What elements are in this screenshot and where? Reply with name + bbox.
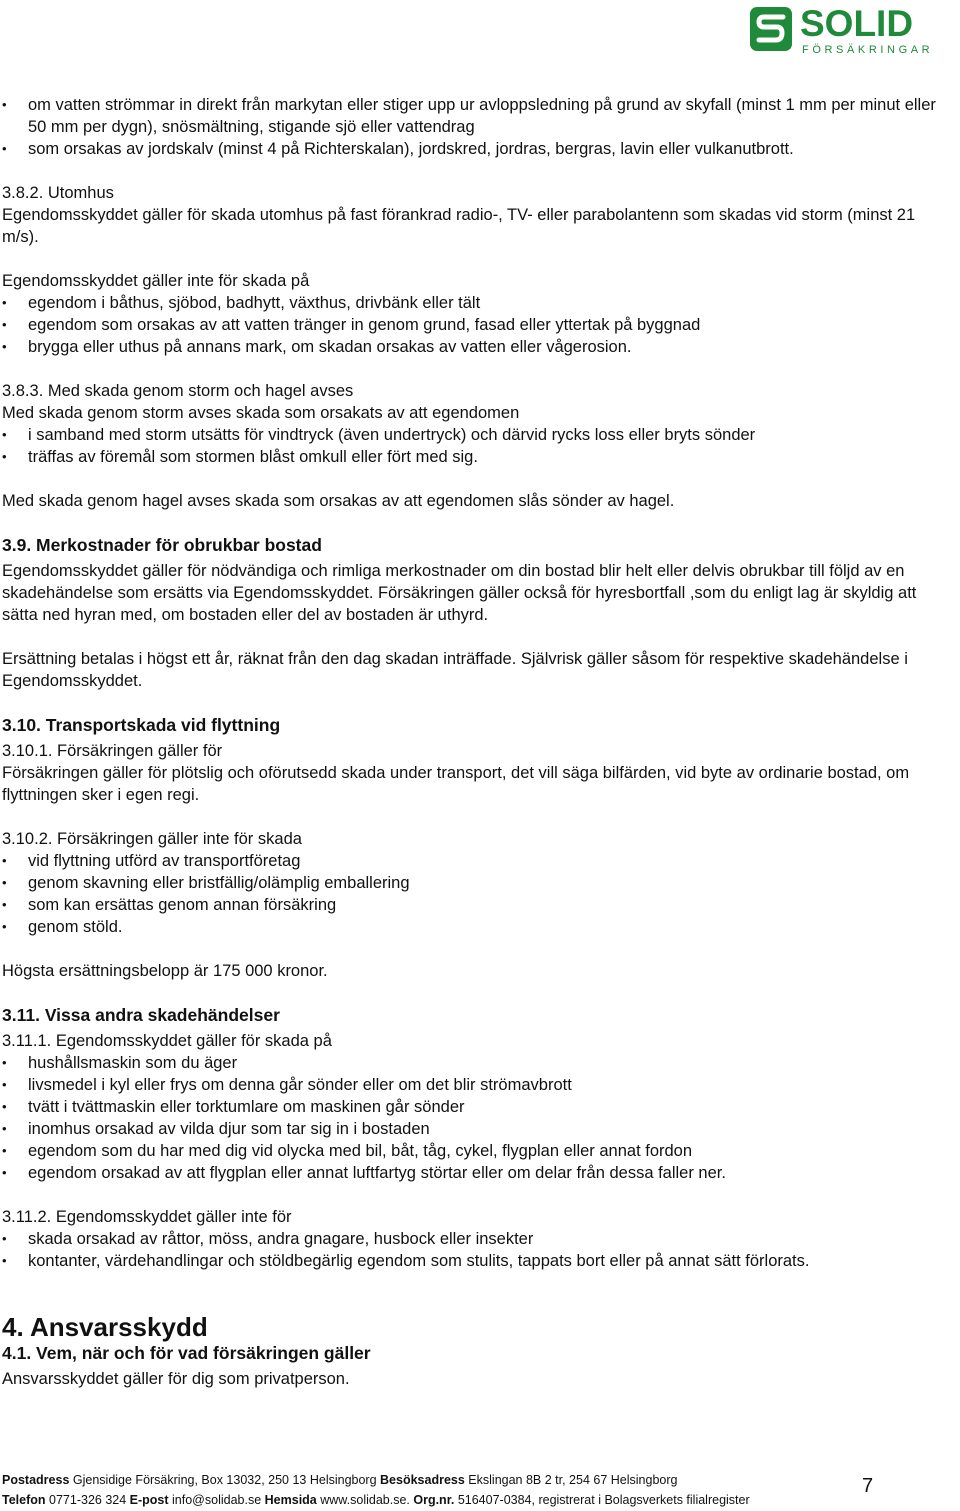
page-number: 7 [862,1475,874,1497]
footer-address-line [2,1470,902,1490]
bullet-item: • egendom i båthus, sjöbod, badhytt, växthus, drivbänk eller tält [2,292,942,314]
bullet-item: • egendom som orsakas av att vatten tränger in genom grund, fasad eller yttertak på byggnad [2,314,942,336]
footer-label: Postadress [2,1473,70,1487]
bullet-item: • vid flyttning utförd av transportföretag [2,850,942,872]
paragraph: Med skada genom storm avses skada som orsakats av att egendomen [2,404,520,422]
footer-label: Telefon [2,1493,46,1507]
bullet-item: • som orsakas av jordskalv (minst 4 på Richterskalan), jordskred, jordras, bergras, lavin eller vulkanutbrott. [2,138,942,160]
subsection-heading: 3.11.1. Egendomsskyddet gäller för skada på [2,1032,332,1050]
footer-value: Ekslingan 8B 2 tr, 254 67 Helsingborg [468,1473,678,1487]
paragraph: Egendomsskyddet gäller för skada utomhus på fast förankrad radio-, TV- eller parabolantenn som skadas vid storm (minst 21 m/s). [2,206,916,246]
logo-subtext: FÖRSÄKRINGAR [802,44,934,55]
bullet-item: • i samband med storm utsätts för vindtryck (även undertryck) och därvid rycks loss eller bryts sönder [2,424,942,446]
footer-value: Gjensidige Försäkring, Box 13032, 250 13 Helsingborg [72,1473,377,1487]
page-footer [2,1470,902,1510]
footer-website-link[interactable]: www.solidab.se. [320,1493,410,1507]
bullet-item: • egendom orsakad av att flygplan eller annat luftfartyg störtar eller om delar från dessa faller ner. [2,1162,942,1184]
footer-label: Besöksadress [380,1473,465,1487]
footer-label: E-post [129,1493,169,1507]
paragraph: Ersättning betalas i högst ett år, räknat från den dag skadan inträffade. Självrisk gäller såsom för respektive skadehändelse i Egendomsskyddet. [2,650,908,690]
section-heading: 3.8.3. Med skada genom storm och hagel avses [2,382,354,400]
bullet-item: • som kan ersättas genom annan försäkring [2,894,942,916]
section-heading: 3.11. Vissa andra skadehändelser [2,1005,280,1025]
bullet-item: • genom skavning eller bristfällig/olämplig emballering [2,872,942,894]
bullet-item: • egendom som du har med dig vid olycka med bil, båt, tåg, cykel, flygplan eller annat fordon [2,1140,942,1162]
bullet-item: • om vatten strömmar in direkt från markytan eller stiger upp ur avloppsledning på grund av skyfall (minst 1 mm per minut eller 50 mm per dygn), snösmältning, stigande sjö eller vattendrag [2,94,942,138]
footer-label: Org.nr. [413,1493,455,1507]
bullet-item: • hushållsmaskin som du äger [2,1052,942,1074]
section-heading: 4.1. Vem, när och för vad försäkringen gäller [2,1343,371,1363]
bullet-item: • skada orsakad av råttor, möss, andra gnagare, husbock eller insekter [2,1228,942,1250]
paragraph: Högsta ersättningsbelopp är 175 000 kronor. [2,962,328,980]
footer-value: 516407-0384, registrerat i Bolagsverkets filialregister [457,1493,750,1507]
footer-label: Hemsida [264,1493,317,1507]
footer-contact-line [2,1490,902,1510]
paragraph: Med skada genom hagel avses skada som orsakas av att egendomen slås sönder av hagel. [2,492,675,510]
document-body [2,94,942,1390]
logo-text: SOLID [800,3,914,44]
subsection-heading: 3.10.1. Försäkringen gäller för [2,742,223,760]
solid-logo [748,3,958,55]
paragraph: Försäkringen gäller för plötslig och oförutsedd skada under transport, det vill säga bilfärden, vid byte av ordinarie bostad, om flyttningen sker i egen regi. [2,764,910,804]
bullet-item: • inomhus orsakad av vilda djur som tar sig in i bostaden [2,1118,942,1140]
section-heading: 3.8.2. Utomhus [2,184,114,202]
bullet-item: • brygga eller uthus på annans mark, om skadan orsakas av vatten eller vågerosion. [2,336,942,358]
section-heading: 3.9. Merkostnader för obrukbar bostad [2,535,322,555]
subsection-heading: 3.11.2. Egendomsskyddet gäller inte för [2,1208,292,1226]
section-heading: 3.10. Transportskada vid flyttning [2,715,281,735]
footer-value: 0771-326 324 [49,1493,127,1507]
paragraph: Ansvarsskyddet gäller för dig som privatperson. [2,1370,350,1388]
subsection-heading: 3.10.2. Försäkringen gäller inte för skada [2,830,302,848]
footer-email-link[interactable]: info@solidab.se [172,1493,262,1507]
bullet-item: • tvätt i tvättmaskin eller torktumlare om maskinen går sönder [2,1096,942,1118]
bullet-item: • träffas av föremål som stormen blåst omkull eller fört med sig. [2,446,942,468]
paragraph: Egendomsskyddet gäller för nödvändiga och rimliga merkostnader om din bostad blir helt eller delvis obrukbar till följd av en skadehändelse som ersätts via Egendomsskyddet. Försäkringen gäller också för hyresbortfall ,som du enligt lag är skyldig att sätta ned hyran med, om bostaden eller del av bostaden är uthyrd. [2,562,917,624]
paragraph: Egendomsskyddet gäller inte för skada på [2,272,310,290]
bullet-item: • kontanter, värdehandlingar och stöldbegärlig egendom som stulits, tappats bort eller på annat sätt förlorats. [2,1250,942,1272]
bullet-item: • livsmedel i kyl eller frys om denna går sönder eller om det blir strömavbrott [2,1074,942,1096]
bullet-item: • genom stöld. [2,916,942,938]
chapter-heading: 4. Ansvarsskydd [2,1312,208,1342]
